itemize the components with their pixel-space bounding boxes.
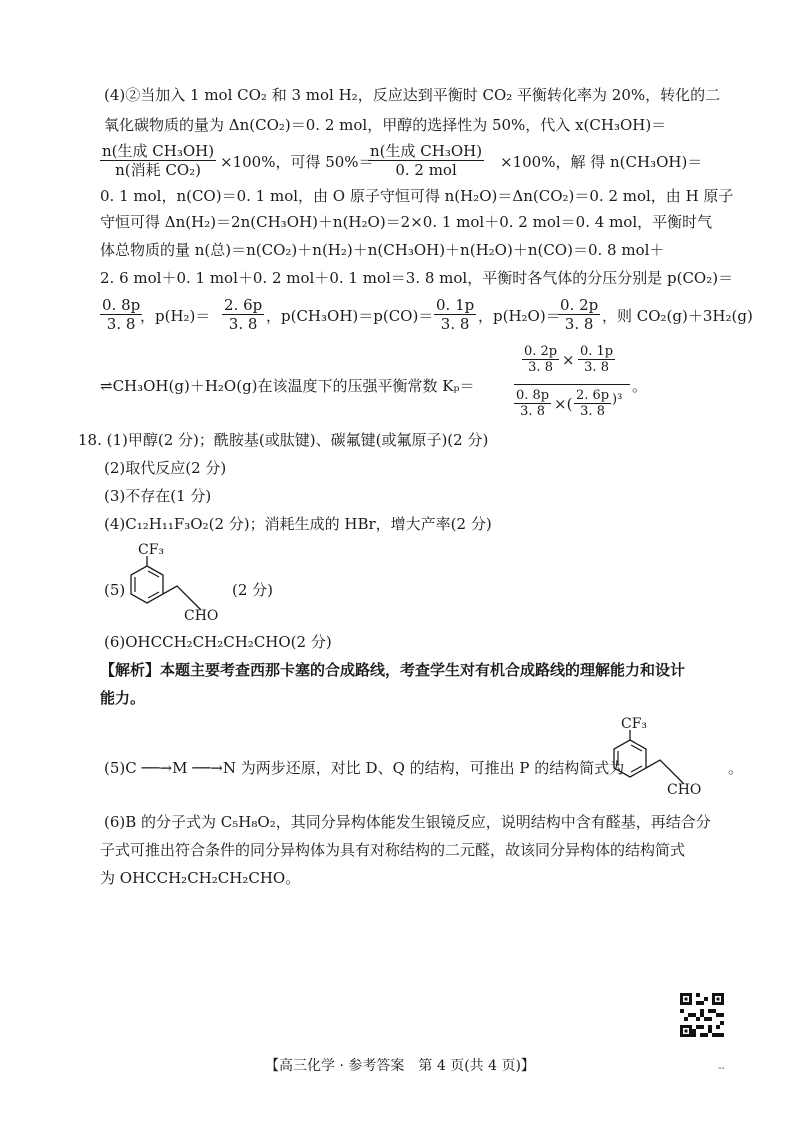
kp-frac-c	[514, 388, 551, 419]
section4-line3b: ×100%，解 得 n(CH₃OH)＝	[500, 153, 703, 171]
fraction-numerator: 0. 1p	[580, 344, 614, 359]
section4-line7: 2. 6 mol＋0. 1 mol＋0. 2 mol＋0. 1 mol＝3. 8 mol，平衡时各气体的分压分别是 p(CO₂)＝	[100, 269, 734, 287]
fraction-numerator: 0. 8p	[102, 296, 141, 314]
kp-frac-d	[574, 388, 611, 419]
section4-line5: 守恒可得 Δn(H₂)＝2n(CH₃OH)＋n(H₂O)＝2×0. 1 mol＋0. 2 mol＝0. 4 mol，平衡时气	[100, 213, 713, 231]
benzene-structure-analysis	[605, 714, 715, 804]
analysis-p6-line2: 子式可推出符合条件的同分异构体为具有对称结构的二元醛，故该同分异构体的结构简式	[100, 841, 686, 859]
section4-line2: 氧化碳物质的量为 Δn(CO₂)＝0. 2 mol，甲醇的选择性为 50%，代入 x(CH₃OH)＝	[104, 116, 667, 134]
q18-answer-1: 18. (1)甲醇(2 分)；酰胺基(或肽键)、碳氟键(或氟原子)(2 分)	[78, 431, 489, 449]
kp-main-fraction-bar	[514, 384, 630, 385]
fraction-denominator: 0. 2 mol	[395, 161, 457, 179]
section4-line3a: ×100%，可得 50%＝	[220, 153, 374, 171]
fraction-denominator: 3. 8	[564, 315, 594, 333]
fraction-numerator: 2. 6p	[576, 388, 610, 403]
section4-line8b: ，p(CH₃OH)＝p(CO)＝	[266, 307, 434, 325]
qr-code-icon	[680, 993, 724, 1037]
fraction-denominator: 3. 8	[440, 315, 470, 333]
analysis-p5: (5)C ──→M ──→N 为两步还原，对比 D、Q 的结构，可推出 P 的结构简式为	[104, 759, 625, 777]
page-mark: --	[718, 1063, 725, 1074]
section4-line8a: ，p(H₂)＝	[140, 307, 211, 325]
analysis-title-line2: 能力。	[100, 689, 146, 707]
cho-group: CHO	[184, 608, 219, 624]
fraction-p-co2	[100, 296, 142, 333]
fraction-numerator: 0. 1p	[436, 296, 475, 314]
section4-line1: (4)②当加入 1 mol CO₂ 和 3 mol H₂，反应达到平衡时 CO₂ 平衡转化率为 20%，转化的二	[104, 86, 721, 104]
analysis-title-line1: 【解析】本题主要考查西那卡塞的合成路线，考查学生对有机合成路线的理解能力和设计	[100, 661, 686, 679]
cf3-substituent: CF₃	[621, 716, 648, 732]
fraction-denominator: n(消耗 CO₂)	[115, 161, 201, 179]
section4-line9: ⇌CH₃OH(g)＋H₂O(g)在该温度下的压强平衡常数 Kₚ＝	[100, 377, 475, 395]
fraction-denominator: 3. 8	[106, 315, 136, 333]
qr-code	[680, 993, 724, 1037]
benzene-structure	[122, 540, 232, 630]
cf3-substituent: CF₃	[138, 542, 165, 558]
fraction-p-h2	[222, 296, 264, 333]
page-footer: 【高三化学 · 参考答案 第 4 页(共 4 页)】	[265, 1058, 535, 1074]
fraction-numerator: 0. 8p	[516, 388, 550, 403]
q18-answer-5-score: (2 分)	[232, 581, 274, 599]
q18-answer-5-label: (5)	[104, 581, 126, 599]
q18-answer-6: (6)OHCCH₂CH₂CH₂CHO(2 分)	[104, 633, 332, 651]
analysis-p5-period: 。	[728, 759, 744, 777]
fraction-selectivity-value	[368, 142, 484, 179]
fraction-p-ch3oh	[434, 296, 476, 333]
section4-line6: 体总物质的量 n(总)＝n(CO₂)＋n(H₂)＋n(CH₃OH)＋n(H₂O)＋n(CO)＝0. 8 mol＋	[100, 241, 665, 259]
kp-period: 。	[632, 377, 648, 395]
kp-times-1: ×	[562, 351, 575, 369]
fraction-denominator: 3. 8	[520, 404, 545, 419]
analysis-p6-line1: (6)B 的分子式为 C₅H₈O₂，其同分异构体能发生银镜反应，说明结构中含有醛基，再结合分	[104, 813, 711, 831]
section4-line8c: ，p(H₂O)＝	[478, 307, 561, 325]
fraction-denominator: 3. 8	[228, 315, 258, 333]
q18-answer-4: (4)C₁₂H₁₁F₃O₂(2 分)；消耗生成的 HBr，增大产率(2 分)	[104, 515, 492, 533]
section4-line8d: ，则 CO₂(g)＋3H₂(g)	[602, 307, 753, 325]
fraction-selectivity	[100, 142, 216, 179]
kp-expression	[512, 344, 632, 428]
fraction-denominator: 3. 8	[580, 404, 605, 419]
fraction-numerator: n(生成 CH₃OH)	[370, 142, 483, 160]
section4-line4: 0. 1 mol，n(CO)＝0. 1 mol，由 O 原子守恒可得 n(H₂O)＝Δn(CO₂)＝0. 2 mol，由 H 原子	[100, 187, 734, 205]
kp-frac-a	[522, 344, 559, 375]
fraction-denominator: 3. 8	[528, 360, 553, 375]
fraction-numerator: 2. 6p	[224, 296, 263, 314]
fraction-numerator: n(生成 CH₃OH)	[102, 142, 215, 160]
cho-group: CHO	[667, 782, 702, 798]
fraction-denominator: 3. 8	[584, 360, 609, 375]
kp-cube: )³	[612, 392, 623, 407]
fraction-numerator: 0. 2p	[524, 344, 558, 359]
fraction-p-h2o	[558, 296, 600, 333]
kp-frac-b	[578, 344, 615, 375]
fraction-numerator: 0. 2p	[560, 296, 599, 314]
analysis-p6-line3: 为 OHCCH₂CH₂CH₂CHO。	[100, 869, 301, 887]
q18-answer-3: (3)不存在(1 分)	[104, 487, 212, 505]
kp-times-2: ×(	[554, 395, 573, 413]
q18-answer-2: (2)取代反应(2 分)	[104, 459, 227, 477]
